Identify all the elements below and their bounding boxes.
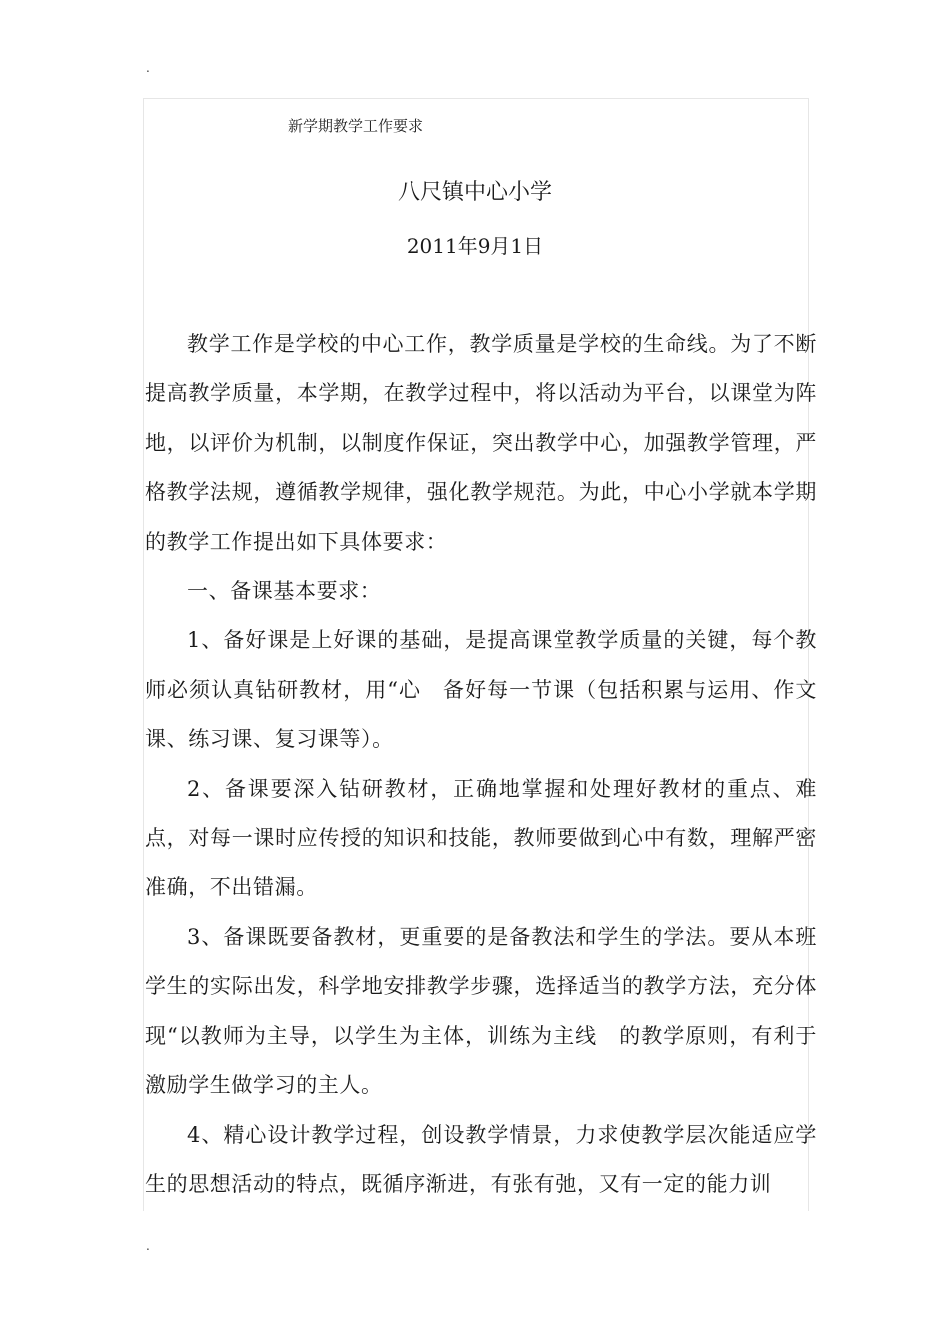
school-name: 八尺镇中心小学 xyxy=(397,180,552,205)
requirement-item-3: 3、备课既要备教材，更重要的是备教法和学生的学法。要从本班学生的实际出发，科学地安排教学步骤，选择适当的教学方法，充分体现“以教师为主导，以学生为主体，训练为主线 的教学原则，有利于激励学生做学习的主人。 xyxy=(145,924,817,1098)
document-body xyxy=(145,320,817,1209)
page-mark-bottom: . xyxy=(146,1239,150,1253)
intro-paragraph: 教学工作是学校的中心工作，教学质量是学校的生命线。为了不断提高教学质量，本学期，在教学过程中，将以活动为平台，以课堂为阵地，以评价为机制，以制度作保证，突出教学中心，加强教学管理，严格教学法规，遵循教学规律，强化教学规范。为此，中心小学就本学期的教学工作提出如下具体要求： xyxy=(145,332,817,554)
requirement-item-2: 2、备课要深入钻研教材，正确地掌握和处理好教材的重点、难点，对每一课时应传授的知识和技能，教师要做到心中有数，理解严密准确，不出错漏。 xyxy=(145,776,817,900)
page-mark-top: . xyxy=(146,61,150,75)
requirement-item-1: 1、备好课是上好课的基础，是提高课堂教学质量的关键，每个教师必须认真钻研教材，用“心 备好每一节课（包括积累与运用、作文课、练习课、复习课等）。 xyxy=(145,628,817,752)
section-heading: 一、备课基本要求： xyxy=(187,579,382,604)
document-header-title: 新学期教学工作要求 xyxy=(288,117,424,135)
requirement-item-4: 4、精心设计教学过程，创设教学情景，力求使教学层次能适应学生的思想活动的特点，既循序渐进，有张有弛，又有一定的能力训 xyxy=(145,1122,817,1196)
document-date: 2011年9月1日 xyxy=(406,234,544,258)
